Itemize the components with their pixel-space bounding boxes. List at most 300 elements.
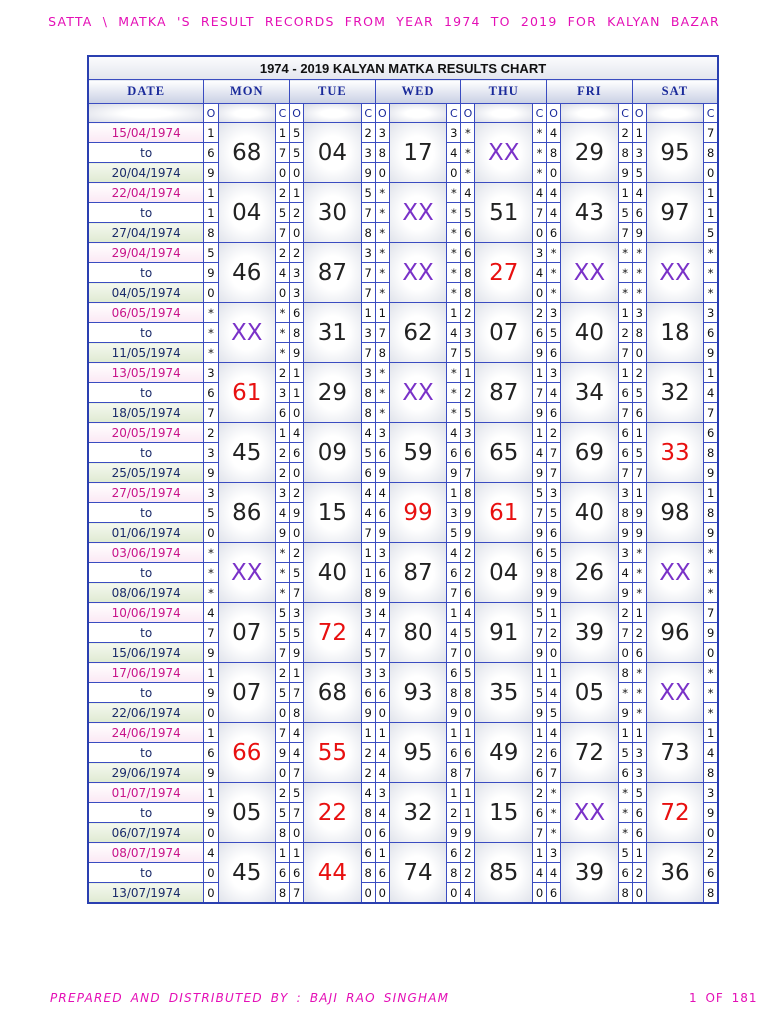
close-label: C xyxy=(447,104,461,123)
close-panna-digit: * xyxy=(704,283,718,303)
open-panna-digit: 1 xyxy=(204,783,218,803)
open-panna-digit: 1 xyxy=(204,203,218,223)
close-panna-digit: 3 xyxy=(275,483,289,503)
close-panna-digit: 3 xyxy=(361,143,375,163)
open-panna-digit: 3 xyxy=(632,303,646,323)
close-panna-digit: * xyxy=(447,243,461,263)
open-panna-digit: 0 xyxy=(461,703,475,723)
jodi-result: 61 xyxy=(475,483,532,543)
close-panna-digit: 9 xyxy=(447,823,461,843)
open-panna-digit: 6 xyxy=(204,383,218,403)
jodi-result: 32 xyxy=(646,363,703,423)
open-panna-digit: 8 xyxy=(461,263,475,283)
footer-credit: PREPARED AND DISTRIBUTED BY : BAJI RAO SINGHAM xyxy=(50,991,450,1005)
open-panna-digit: 2 xyxy=(461,563,475,583)
open-panna-digit: 9 xyxy=(290,343,304,363)
jodi-result: 04 xyxy=(475,543,532,603)
open-panna-digit: 8 xyxy=(461,283,475,303)
close-panna-digit: 9 xyxy=(532,463,546,483)
jodi-result: XX xyxy=(218,303,275,363)
open-panna-digit: 1 xyxy=(632,423,646,443)
open-panna-digit: 6 xyxy=(204,743,218,763)
week-row xyxy=(88,603,718,623)
open-panna-digit: 5 xyxy=(632,163,646,183)
open-panna-digit: 0 xyxy=(290,523,304,543)
open-panna-digit: 7 xyxy=(290,803,304,823)
close-panna-digit: * xyxy=(532,123,546,143)
close-panna-digit: 1 xyxy=(275,843,289,863)
open-panna-digit: 4 xyxy=(461,183,475,203)
open-panna-digit: 6 xyxy=(375,563,389,583)
open-panna-digit: * xyxy=(204,583,218,603)
open-panna-digit: * xyxy=(547,783,561,803)
open-panna-digit: 2 xyxy=(461,303,475,323)
open-label: O xyxy=(547,104,561,123)
open-panna-digit: 6 xyxy=(461,443,475,463)
week-row xyxy=(88,183,718,203)
week-to-label: to xyxy=(88,803,204,823)
column-header-wed: WED xyxy=(375,80,461,104)
open-panna-digit: 1 xyxy=(204,663,218,683)
open-panna-digit: 4 xyxy=(547,723,561,743)
close-panna-digit: 8 xyxy=(704,883,718,904)
open-panna-digit: * xyxy=(375,263,389,283)
jodi-result: 72 xyxy=(646,783,703,843)
jodi-result: 72 xyxy=(561,723,618,783)
week-row xyxy=(88,663,718,683)
open-panna-digit: 1 xyxy=(204,183,218,203)
close-panna-digit: 4 xyxy=(275,503,289,523)
close-panna-digit: 4 xyxy=(532,863,546,883)
open-panna-digit: 1 xyxy=(290,183,304,203)
close-panna-digit: 9 xyxy=(447,703,461,723)
close-label: C xyxy=(361,104,375,123)
open-panna-digit: 2 xyxy=(547,423,561,443)
close-panna-digit: 4 xyxy=(447,143,461,163)
open-panna-digit: 3 xyxy=(204,483,218,503)
close-panna-digit: 5 xyxy=(275,803,289,823)
close-panna-digit: 6 xyxy=(704,323,718,343)
week-row xyxy=(88,303,718,323)
close-label: C xyxy=(532,104,546,123)
close-panna-digit: 3 xyxy=(361,363,375,383)
jodi-result: 35 xyxy=(475,663,532,723)
open-panna-digit: 4 xyxy=(547,123,561,143)
close-panna-digit: 6 xyxy=(618,863,632,883)
close-panna-digit: 3 xyxy=(704,783,718,803)
open-panna-digit: 9 xyxy=(204,763,218,783)
close-panna-digit: 1 xyxy=(361,303,375,323)
week-to-label: to xyxy=(88,143,204,163)
jodi-result: 17 xyxy=(389,123,446,183)
open-panna-digit: * xyxy=(204,543,218,563)
close-panna-digit: 6 xyxy=(704,863,718,883)
close-panna-digit: 1 xyxy=(532,663,546,683)
jodi-result: 99 xyxy=(389,483,446,543)
open-panna-digit: * xyxy=(375,383,389,403)
close-panna-digit: 6 xyxy=(618,443,632,463)
open-panna-digit: 0 xyxy=(632,883,646,904)
day-header-row xyxy=(88,80,718,104)
open-panna-digit: * xyxy=(547,803,561,823)
open-panna-digit: 3 xyxy=(547,363,561,383)
open-panna-digit: 5 xyxy=(290,123,304,143)
jodi-result: 95 xyxy=(646,123,703,183)
close-panna-digit: * xyxy=(275,303,289,323)
jodi-result: 68 xyxy=(304,663,361,723)
week-to-label: to xyxy=(88,323,204,343)
jodi-result: 74 xyxy=(389,843,446,904)
open-panna-digit: 3 xyxy=(461,423,475,443)
close-panna-digit: 7 xyxy=(275,723,289,743)
jodi-result: 80 xyxy=(389,603,446,663)
week-to-date: 18/05/1974 xyxy=(88,403,204,423)
oc-blank xyxy=(561,104,618,123)
close-panna-digit: 1 xyxy=(447,603,461,623)
open-panna-digit: 3 xyxy=(632,143,646,163)
open-panna-digit: 6 xyxy=(632,203,646,223)
week-row xyxy=(88,123,718,143)
close-panna-digit: 0 xyxy=(361,883,375,904)
jodi-result: 65 xyxy=(475,423,532,483)
open-panna-digit: 7 xyxy=(290,883,304,904)
open-panna-digit: * xyxy=(375,363,389,383)
close-panna-digit: 1 xyxy=(275,423,289,443)
jodi-result: 43 xyxy=(561,183,618,243)
close-panna-digit: 4 xyxy=(447,543,461,563)
close-panna-digit: 7 xyxy=(532,383,546,403)
close-panna-digit: 1 xyxy=(532,843,546,863)
open-panna-digit: 1 xyxy=(547,603,561,623)
jodi-result: XX xyxy=(389,363,446,423)
open-panna-digit: 3 xyxy=(375,123,389,143)
open-panna-digit: 6 xyxy=(204,143,218,163)
open-panna-digit: 8 xyxy=(461,683,475,703)
week-from-date: 24/06/1974 xyxy=(88,723,204,743)
open-panna-digit: 9 xyxy=(290,503,304,523)
open-panna-digit: 4 xyxy=(461,883,475,904)
open-panna-digit: 9 xyxy=(632,223,646,243)
open-panna-digit: 5 xyxy=(290,623,304,643)
close-panna-digit: * xyxy=(618,683,632,703)
close-panna-digit: 6 xyxy=(532,803,546,823)
close-panna-digit: 1 xyxy=(447,783,461,803)
jodi-result: 36 xyxy=(646,843,703,904)
close-panna-digit: 1 xyxy=(704,203,718,223)
open-panna-digit: * xyxy=(547,263,561,283)
close-panna-digit: 7 xyxy=(618,623,632,643)
close-panna-digit: 4 xyxy=(275,263,289,283)
open-panna-digit: 1 xyxy=(461,803,475,823)
jodi-result: 66 xyxy=(218,723,275,783)
column-header-tue: TUE xyxy=(290,80,376,104)
week-row xyxy=(88,363,718,383)
open-panna-digit: 5 xyxy=(204,503,218,523)
open-panna-digit: 9 xyxy=(461,523,475,543)
open-panna-digit: 2 xyxy=(461,543,475,563)
close-panna-digit: 3 xyxy=(704,303,718,323)
close-panna-digit: 8 xyxy=(361,403,375,423)
close-panna-digit: 2 xyxy=(532,783,546,803)
jodi-result: 27 xyxy=(475,243,532,303)
week-to-date: 22/06/1974 xyxy=(88,703,204,723)
open-label: O xyxy=(204,104,218,123)
open-panna-digit: 7 xyxy=(632,463,646,483)
open-panna-digit: 0 xyxy=(290,463,304,483)
open-panna-digit: 1 xyxy=(204,123,218,143)
open-panna-digit: * xyxy=(204,563,218,583)
jodi-result: 87 xyxy=(304,243,361,303)
column-header-fri: FRI xyxy=(547,80,633,104)
week-to-date: 27/04/1974 xyxy=(88,223,204,243)
close-panna-digit: 3 xyxy=(275,383,289,403)
week-to-date: 01/06/1974 xyxy=(88,523,204,543)
open-panna-digit: 1 xyxy=(204,723,218,743)
open-panna-digit: 0 xyxy=(204,863,218,883)
close-panna-digit: 1 xyxy=(704,363,718,383)
close-panna-digit: 8 xyxy=(618,883,632,904)
open-panna-digit: 3 xyxy=(375,543,389,563)
close-panna-digit: 4 xyxy=(361,423,375,443)
week-to-date: 15/06/1974 xyxy=(88,643,204,663)
open-panna-digit: 6 xyxy=(547,523,561,543)
close-panna-digit: * xyxy=(704,563,718,583)
close-panna-digit: 8 xyxy=(704,763,718,783)
jodi-result: 18 xyxy=(646,303,703,363)
jodi-result: 31 xyxy=(304,303,361,363)
close-label: C xyxy=(618,104,632,123)
close-panna-digit: 5 xyxy=(275,203,289,223)
close-panna-digit: * xyxy=(618,803,632,823)
close-panna-digit: * xyxy=(447,223,461,243)
jodi-result: 29 xyxy=(304,363,361,423)
close-panna-digit: 7 xyxy=(532,823,546,843)
close-panna-digit: 8 xyxy=(704,503,718,523)
open-panna-digit: 3 xyxy=(461,323,475,343)
close-panna-digit: 7 xyxy=(275,643,289,663)
close-panna-digit: * xyxy=(532,143,546,163)
open-panna-digit: 4 xyxy=(290,723,304,743)
week-from-date: 20/05/1974 xyxy=(88,423,204,443)
close-panna-digit: * xyxy=(275,323,289,343)
close-panna-digit: 0 xyxy=(447,163,461,183)
open-panna-digit: 4 xyxy=(375,483,389,503)
open-panna-digit: 4 xyxy=(375,743,389,763)
open-panna-digit: 6 xyxy=(461,243,475,263)
jodi-result: 05 xyxy=(561,663,618,723)
week-from-date: 01/07/1974 xyxy=(88,783,204,803)
close-panna-digit: 7 xyxy=(361,343,375,363)
close-panna-digit: 5 xyxy=(532,603,546,623)
open-panna-digit: 6 xyxy=(461,583,475,603)
close-panna-digit: 4 xyxy=(361,783,375,803)
open-panna-digit: * xyxy=(375,203,389,223)
open-panna-digit: 1 xyxy=(290,663,304,683)
open-panna-digit: 3 xyxy=(204,443,218,463)
close-panna-digit: 2 xyxy=(361,123,375,143)
close-panna-digit: 0 xyxy=(704,163,718,183)
open-panna-digit: 5 xyxy=(290,563,304,583)
jodi-result: 93 xyxy=(389,663,446,723)
open-panna-digit: 6 xyxy=(375,823,389,843)
close-panna-digit: 9 xyxy=(704,463,718,483)
open-panna-digit: 7 xyxy=(547,463,561,483)
close-panna-digit: 9 xyxy=(532,583,546,603)
close-panna-digit: 1 xyxy=(532,363,546,383)
open-panna-digit: 4 xyxy=(461,603,475,623)
close-panna-digit: 8 xyxy=(361,803,375,823)
open-panna-digit: 6 xyxy=(461,743,475,763)
week-to-date: 25/05/1974 xyxy=(88,463,204,483)
open-panna-digit: 4 xyxy=(375,803,389,823)
open-panna-digit: 3 xyxy=(547,843,561,863)
jodi-result: XX xyxy=(646,663,703,723)
close-panna-digit: 2 xyxy=(275,663,289,683)
open-panna-digit: 5 xyxy=(632,783,646,803)
close-panna-digit: 4 xyxy=(532,443,546,463)
close-panna-digit: 4 xyxy=(704,383,718,403)
close-panna-digit: 0 xyxy=(275,283,289,303)
close-panna-digit: 5 xyxy=(618,843,632,863)
close-panna-digit: 5 xyxy=(704,223,718,243)
jodi-result: 07 xyxy=(218,663,275,723)
open-panna-digit: 7 xyxy=(547,443,561,463)
close-panna-digit: 7 xyxy=(361,203,375,223)
close-panna-digit: * xyxy=(704,543,718,563)
jodi-result: 09 xyxy=(304,423,361,483)
close-panna-digit: 2 xyxy=(618,123,632,143)
week-from-date: 10/06/1974 xyxy=(88,603,204,623)
open-panna-digit: 6 xyxy=(547,743,561,763)
close-panna-digit: 9 xyxy=(704,623,718,643)
open-panna-digit: 9 xyxy=(632,523,646,543)
week-to-label: to xyxy=(88,563,204,583)
close-panna-digit: 3 xyxy=(361,323,375,343)
close-panna-digit: * xyxy=(275,543,289,563)
open-panna-digit: 2 xyxy=(632,623,646,643)
close-panna-digit: * xyxy=(447,403,461,423)
close-panna-digit: 9 xyxy=(275,743,289,763)
open-panna-digit: 2 xyxy=(461,863,475,883)
open-panna-digit: 2 xyxy=(204,423,218,443)
week-to-label: to xyxy=(88,263,204,283)
close-panna-digit: 9 xyxy=(447,463,461,483)
close-panna-digit: 7 xyxy=(275,143,289,163)
open-panna-digit: * xyxy=(632,563,646,583)
jodi-result: 49 xyxy=(475,723,532,783)
close-panna-digit: 8 xyxy=(361,383,375,403)
jodi-result: 55 xyxy=(304,723,361,783)
open-panna-digit: 0 xyxy=(547,163,561,183)
week-row xyxy=(88,843,718,863)
open-panna-digit: * xyxy=(375,223,389,243)
open-panna-digit: 1 xyxy=(632,843,646,863)
week-to-label: to xyxy=(88,443,204,463)
open-panna-digit: * xyxy=(375,183,389,203)
jodi-result: 40 xyxy=(304,543,361,603)
open-panna-digit: * xyxy=(204,303,218,323)
close-panna-digit: 2 xyxy=(275,183,289,203)
close-label: C xyxy=(275,104,289,123)
close-panna-digit: 9 xyxy=(704,523,718,543)
jodi-result: 72 xyxy=(304,603,361,663)
open-panna-digit: 4 xyxy=(204,603,218,623)
open-panna-digit: 8 xyxy=(290,703,304,723)
close-panna-digit: 1 xyxy=(618,303,632,323)
open-panna-digit: 2 xyxy=(290,543,304,563)
open-panna-digit: 3 xyxy=(375,423,389,443)
jodi-result: 98 xyxy=(646,483,703,543)
close-panna-digit: 7 xyxy=(618,403,632,423)
open-panna-digit: 7 xyxy=(290,763,304,783)
open-panna-digit: 1 xyxy=(290,383,304,403)
close-panna-digit: 7 xyxy=(447,343,461,363)
week-row xyxy=(88,723,718,743)
close-panna-digit: 2 xyxy=(618,603,632,623)
oc-blank xyxy=(389,104,446,123)
close-panna-digit: 5 xyxy=(532,483,546,503)
open-panna-digit: 8 xyxy=(461,483,475,503)
close-panna-digit: 0 xyxy=(275,163,289,183)
page-number: 1 OF 181 xyxy=(689,991,758,1005)
jodi-result: 46 xyxy=(218,243,275,303)
open-panna-digit: 2 xyxy=(461,383,475,403)
close-panna-digit: 9 xyxy=(618,163,632,183)
close-panna-digit: 3 xyxy=(361,603,375,623)
open-panna-digit: * xyxy=(547,823,561,843)
jodi-result: 26 xyxy=(561,543,618,603)
close-panna-digit: 8 xyxy=(447,863,461,883)
close-panna-digit: 6 xyxy=(532,323,546,343)
close-panna-digit: 1 xyxy=(532,723,546,743)
close-panna-digit: 4 xyxy=(361,483,375,503)
open-panna-digit: 5 xyxy=(461,403,475,423)
close-panna-digit: 6 xyxy=(275,863,289,883)
close-panna-digit: * xyxy=(532,163,546,183)
close-panna-digit: 0 xyxy=(275,703,289,723)
close-panna-digit: 5 xyxy=(275,683,289,703)
jodi-result: 29 xyxy=(561,123,618,183)
open-panna-digit: 8 xyxy=(290,323,304,343)
close-panna-digit: 6 xyxy=(618,383,632,403)
open-panna-digit: 8 xyxy=(204,223,218,243)
jodi-result: 86 xyxy=(218,483,275,543)
open-panna-digit: 5 xyxy=(547,703,561,723)
close-panna-digit: 2 xyxy=(704,843,718,863)
close-panna-digit: * xyxy=(275,563,289,583)
open-panna-digit: * xyxy=(375,403,389,423)
close-panna-digit: 7 xyxy=(275,223,289,243)
open-panna-digit: 1 xyxy=(632,123,646,143)
week-to-date: 06/07/1974 xyxy=(88,823,204,843)
week-from-date: 15/04/1974 xyxy=(88,123,204,143)
close-panna-digit: 7 xyxy=(532,503,546,523)
open-panna-digit: 4 xyxy=(375,603,389,623)
jodi-result: 39 xyxy=(561,843,618,904)
close-panna-digit: 0 xyxy=(447,883,461,904)
close-panna-digit: * xyxy=(447,283,461,303)
open-panna-digit: 5 xyxy=(547,323,561,343)
jodi-result: 69 xyxy=(561,423,618,483)
close-panna-digit: 5 xyxy=(361,183,375,203)
close-panna-digit: 8 xyxy=(447,683,461,703)
open-panna-digit: 2 xyxy=(461,843,475,863)
close-panna-digit: 8 xyxy=(275,823,289,843)
open-panna-digit: 4 xyxy=(632,183,646,203)
week-row xyxy=(88,543,718,563)
open-label: O xyxy=(290,104,304,123)
open-panna-digit: * xyxy=(632,283,646,303)
